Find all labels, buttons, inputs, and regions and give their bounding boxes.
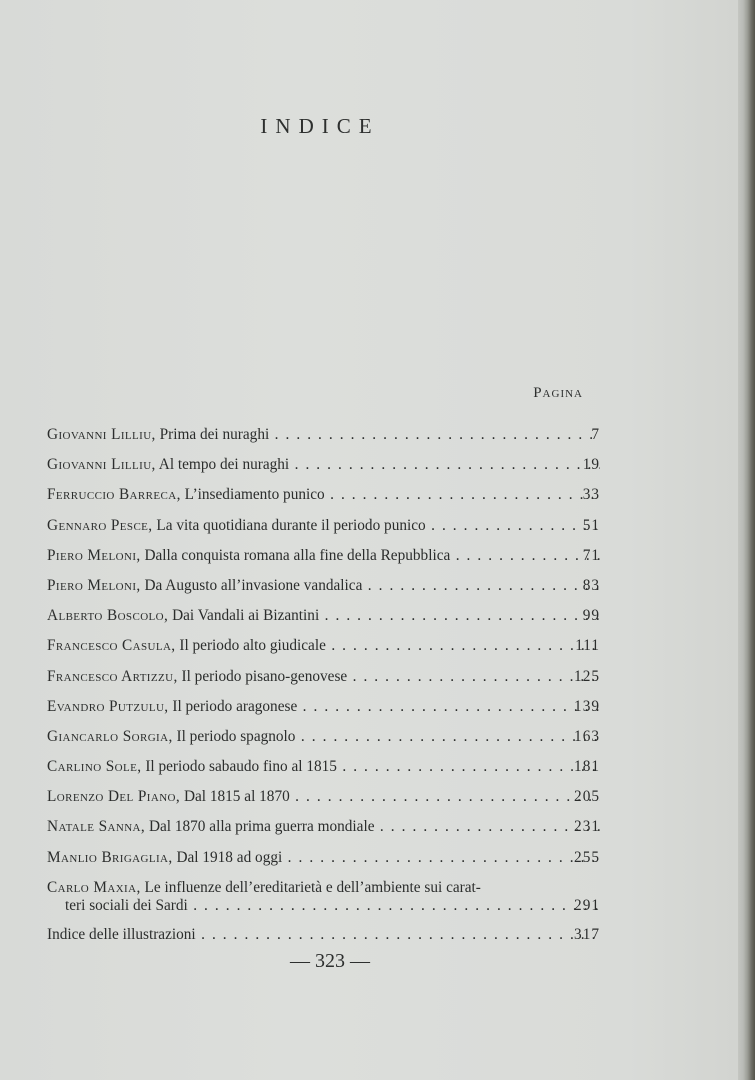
toc-entry-text [47,758,600,776]
toc-page-number: 111 [575,637,600,655]
toc-page-number: 19 [582,456,600,474]
toc-entry-text [47,926,600,944]
toc-title: Dalla conquista romana alla fine della Repubblica [144,546,451,564]
toc-entry [47,879,600,926]
toc-entry [47,758,600,788]
toc-entry [47,698,600,728]
toc-entry [47,456,600,486]
column-header-pagina: Pagina [533,385,583,401]
toc-entry-text-continued [47,897,600,915]
toc-entry [47,818,600,848]
toc-title: Il periodo spagnolo [176,727,296,745]
toc-entry-text [47,607,600,625]
toc-author: Giovanni Lilliu, [47,426,156,443]
folio-number: 323 [315,950,345,972]
toc-author: Giovanni Lilliu, [47,456,156,474]
toc-title: Il periodo aragonese [172,697,298,715]
toc-page-number: 317 [574,925,600,943]
toc-entry-text [47,486,600,504]
toc-title-continued: teri sociali dei Sardi [65,896,188,914]
toc-page-number: 99 [582,607,600,625]
page-edge [738,0,755,1080]
toc-entry-text [47,698,600,716]
toc-title: Dal 1815 al 1870 [183,788,290,806]
toc-page-number: 51 [582,516,600,534]
toc-title: Da Augusto all’invasione vandalica [144,576,363,594]
toc-entry [47,486,600,516]
toc-author: Ferruccio Barreca, [47,486,181,504]
toc-page-number: 255 [574,848,600,866]
toc-page-number: 231 [574,818,600,836]
toc-entry [47,517,600,547]
toc-page-number: 163 [574,727,600,745]
toc-author: Carlino Sole, [47,758,142,776]
toc-author: Gennaro Pesce, [47,516,153,534]
toc-title: Indice delle illustrazioni [47,925,196,943]
folio-dash-left: — [290,950,310,972]
toc-entry-text [47,849,600,867]
toc-entry-text [47,668,600,686]
toc-author: Giancarlo Sorgia, [47,727,173,745]
toc-entry [47,788,600,818]
toc-page-number: 83 [582,576,600,594]
toc-author: Carlo Maxia, [47,878,141,896]
toc-entry-text [47,879,600,897]
toc-entry-text [47,728,600,746]
toc-entry-text [47,788,600,806]
toc-title: Il periodo pisano-genovese [181,667,348,685]
toc-author: Lorenzo Del Piano, [47,788,181,806]
toc-page-number: 181 [574,758,600,776]
toc-entry [47,637,600,667]
toc-entry [47,728,600,758]
folio-dash-right: — [350,950,370,972]
table-of-contents [47,426,600,956]
toc-page-number: 139 [574,697,600,715]
toc-entry-text [47,517,600,535]
toc-entry [47,668,600,698]
toc-page-number: 291 [574,896,600,914]
toc-entry [47,607,600,637]
toc-title: Dal 1918 ad oggi [176,848,283,866]
toc-page-number: 71 [582,546,600,564]
toc-author: Francesco Casula, [47,637,176,655]
toc-author: Evandro Putzulu, [47,697,169,715]
toc-entry [47,849,600,879]
toc-title: La vita quotidiana durante il periodo punico [156,516,426,534]
toc-page-number: 7 [591,426,600,443]
toc-page-number: 205 [574,788,600,806]
toc-title: Il periodo sabaudo fino al 1815 [145,758,337,776]
toc-title: L’insediamento punico [184,486,325,504]
toc-title: Al tempo dei nuraghi [158,456,290,474]
toc-entry [47,547,600,577]
toc-title: Dal 1870 alla prima guerra mondiale [148,818,375,836]
toc-author: Francesco Artizzu, [47,667,178,685]
toc-entry-text [47,456,600,474]
toc-entry-text [47,818,600,836]
toc-entry-text [47,547,600,565]
toc-page-number: 33 [582,486,600,504]
page-title: INDICE [260,114,380,138]
toc-page-number: 125 [574,667,600,685]
toc-author: Manlio Brigaglia, [47,848,173,866]
toc-entry-text [47,426,600,444]
toc-title: Prima dei nuraghi [159,426,270,443]
toc-author: Alberto Boscolo, [47,607,169,625]
toc-entry-text [47,637,600,655]
toc-entry-text [47,577,600,595]
toc-title: Le influenze dell’ereditarietà e dell’ambiente sui carat- [144,878,481,896]
toc-title: Il periodo alto giudicale [179,637,326,655]
toc-title: Dai Vandali ai Bizantini [172,607,320,625]
toc-entry [47,577,600,607]
toc-author: Natale Sanna, [47,818,146,836]
toc-entry [47,426,600,456]
toc-author: Piero Meloni, [47,546,141,564]
page-folio [0,950,660,973]
toc-author: Piero Meloni, [47,576,141,594]
